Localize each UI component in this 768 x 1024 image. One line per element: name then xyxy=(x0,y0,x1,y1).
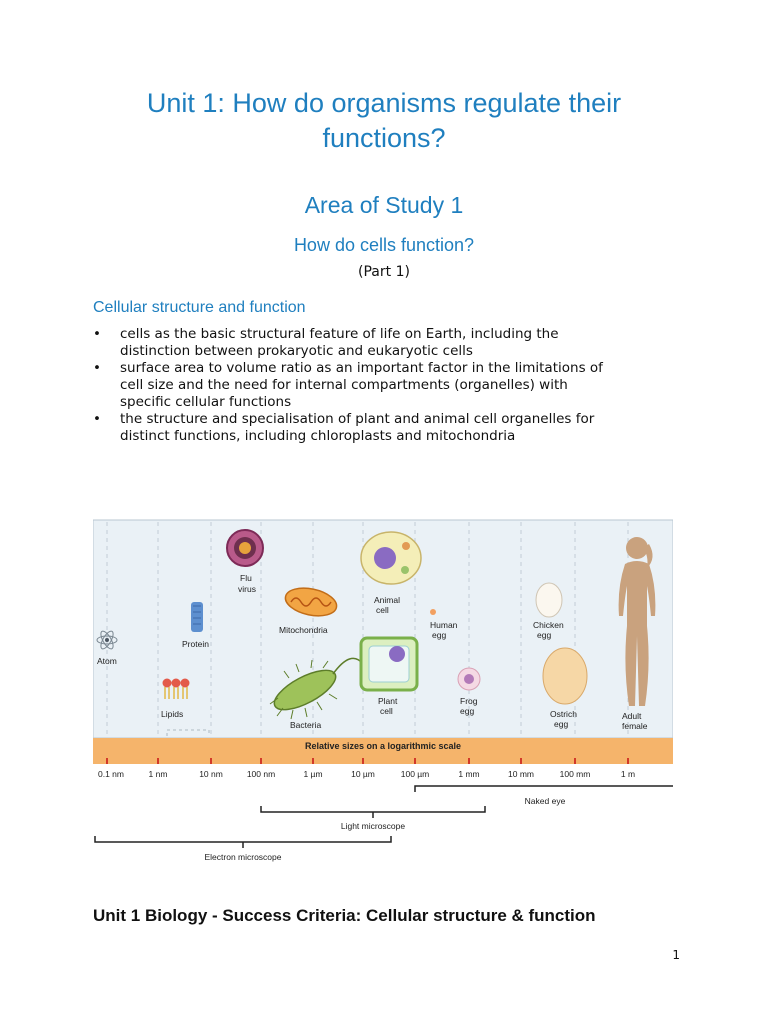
scale-bar-title: Relative sizes on a logarithmic scale xyxy=(304,741,462,751)
frog-egg-label-2: egg xyxy=(460,706,475,716)
bullet-text-line: specific cellular functions xyxy=(120,394,292,410)
animal-cell-label-2: cell xyxy=(376,605,389,615)
electron-microscope-bracket xyxy=(95,836,391,848)
bullet-text-line: cell size and the need for internal compartments (organelles) with xyxy=(120,377,568,393)
naked-eye-label: Naked eye xyxy=(524,796,566,806)
part-label: (Part 1) xyxy=(358,264,410,280)
cells-function-heading: How do cells function? xyxy=(293,235,475,255)
adult-female-label-1: Adult xyxy=(622,711,642,721)
section-heading: Cellular structure and function xyxy=(93,299,306,316)
chicken-egg-label-1: Chicken xyxy=(533,620,564,630)
area-of-study-heading: Area of Study 1 xyxy=(304,192,464,218)
ostrich-egg-label-1: Ostrich xyxy=(550,709,577,719)
naked-eye-bracket xyxy=(415,786,673,792)
bullet-item xyxy=(93,411,693,445)
flu-virus-label-1: Flu xyxy=(240,573,252,583)
tick-label: 1 µm xyxy=(303,769,323,779)
plant-cell-label-2: cell xyxy=(380,706,393,716)
chicken-egg-label-2: egg xyxy=(537,630,552,640)
electron-microscope-label: Electron microscope xyxy=(204,852,282,862)
bullet-text-line: surface area to volume ratio as an important factor in the limitations of xyxy=(120,360,603,376)
protein-label: Protein xyxy=(182,639,209,649)
ostrich-egg-label-2: egg xyxy=(554,719,569,729)
tick-label: 1 m xyxy=(620,769,636,779)
success-criteria-heading: Unit 1 Biology - Success Criteria: Cellular structure & function xyxy=(93,906,596,925)
tick-label: 10 mm xyxy=(508,769,534,779)
human-egg-icon xyxy=(430,609,436,615)
tick-label: 100 nm xyxy=(246,769,276,779)
bullet-item xyxy=(93,326,693,360)
light-microscope-bracket xyxy=(261,806,485,818)
bullet-list xyxy=(93,326,693,445)
title-line-2: functions? xyxy=(322,123,446,153)
human-egg-label-1: Human xyxy=(430,620,458,630)
animal-cell-label-1: Animal xyxy=(374,595,400,605)
bullet-dot: • xyxy=(93,360,101,376)
adult-female-label-2: female xyxy=(622,721,648,731)
bullet-text-line: the structure and specialisation of plant and animal cell organelles for xyxy=(120,411,595,427)
bullet-dot: • xyxy=(93,411,101,427)
lipids-label: Lipids xyxy=(161,709,184,719)
tick-label: 1 nm xyxy=(148,769,168,779)
bullet-text-line: cells as the basic structural feature of life on Earth, including the xyxy=(120,326,559,342)
bacteria-label: Bacteria xyxy=(290,720,322,730)
plant-cell-label-1: Plant xyxy=(378,696,398,706)
animal-cell-icon xyxy=(361,532,421,584)
protein-icon xyxy=(191,602,203,632)
tick-label: 10 nm xyxy=(199,769,223,779)
frog-egg-icon xyxy=(458,668,480,690)
page-number: 1 xyxy=(672,948,680,962)
flu-virus-label-2: virus xyxy=(238,584,256,594)
tick-label: 0.1 nm xyxy=(98,769,124,779)
tick-label: 1 mm xyxy=(458,769,480,779)
chicken-egg-icon xyxy=(536,583,562,617)
title-line-1: Unit 1: How do organisms regulate their xyxy=(146,88,622,118)
light-microscope-label: Light microscope xyxy=(340,821,406,831)
bullet-text-line: distinction between prokaryotic and eukaryotic cells xyxy=(120,343,473,359)
tick-label: 100 mm xyxy=(559,769,591,779)
bullet-text-line: distinct functions, including chloroplasts and mitochondria xyxy=(120,428,516,444)
atom-label: Atom xyxy=(97,656,117,666)
tick-label: 10 µm xyxy=(351,769,375,779)
human-egg-label-2: egg xyxy=(432,630,447,640)
plant-cell-icon xyxy=(361,638,417,690)
frog-egg-label-1: Frog xyxy=(460,696,478,706)
tick-label: 100 µm xyxy=(400,769,430,779)
flu-virus-icon xyxy=(227,530,263,566)
ostrich-egg-icon xyxy=(543,648,587,704)
relative-sizes-figure xyxy=(93,518,673,868)
bullet-item xyxy=(93,360,693,411)
bullet-dot: • xyxy=(93,326,101,342)
mitochondria-label: Mitochondria xyxy=(279,625,328,635)
page-title xyxy=(0,86,768,156)
